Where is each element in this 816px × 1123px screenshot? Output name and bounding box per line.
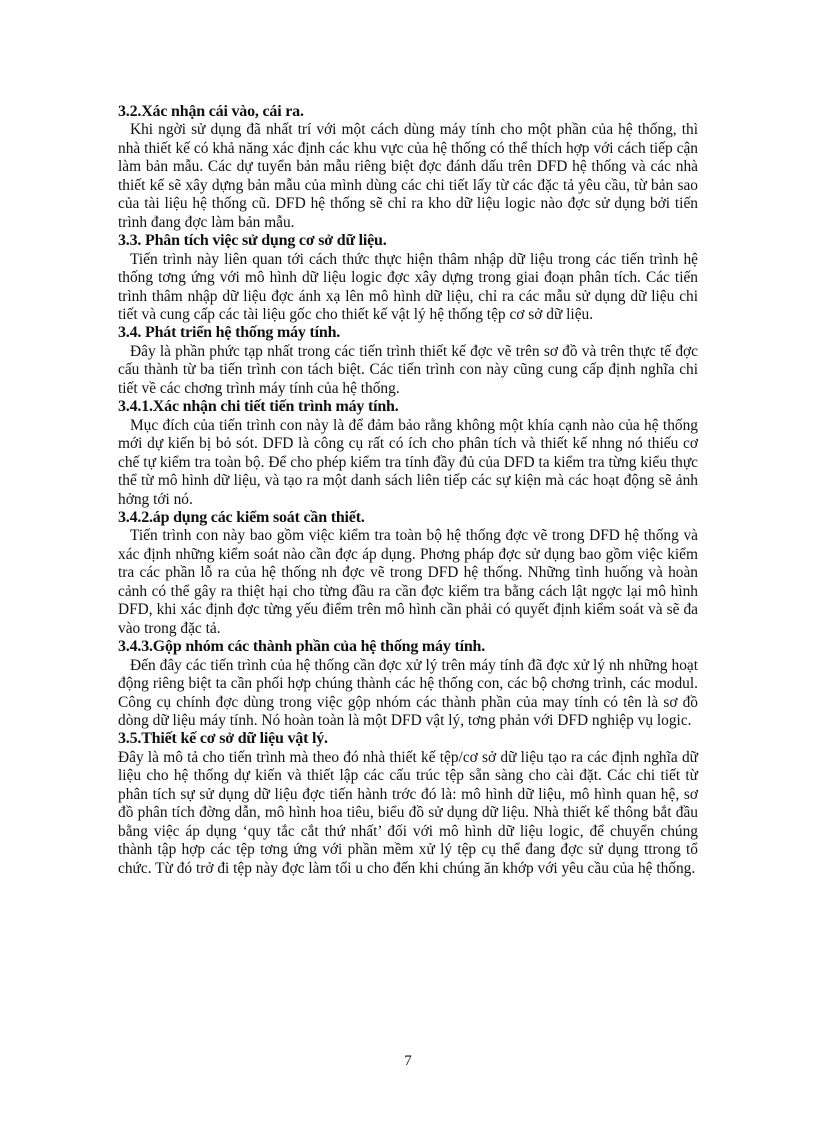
paragraph-3-3: Tiến trình này liên quan tới cách thức thực hiện thâm nhập dữ liệu trong các tiến trình hệ thống tơng ứng với mô hình dữ liệu logic đợc xây dựng trong giai đoạn phân tích. Các tiến trình thâm nhập dữ liệu đợc ánh xạ lên mô hình dữ liệu, chỉ ra các mẫu sử dụng dữ liệu chi tiết và cung cấp các tài liệu gốc cho thiết kế vật lý hệ thống tệp cơ sở dữ liệu. [118,250,698,323]
paragraph-3-4-2: Tiến trình con này bao gồm việc kiểm tra toàn bộ hệ thống đợc vẽ trong DFD hệ thống và xác định những kiểm soát nào cần đợc áp dụng. Phơng pháp đợc sử dụng bao gồm việc kiểm tra các phần lỗ ra của hệ thống nh đợc vẽ trong DFD hệ thống. Những tình huống và hoàn cảnh có thể gây ra thiệt hại cho từng đầu ra cần đợc kiểm tra bằng cách lật ngợc lại mô hình DFD, khi xác định đợc từng yếu điểm trên mô hình cần phải có quyết định kiểm soát và sẽ đa vào trong đặc tả. [118,527,698,637]
heading-3-2: 3.2.Xác nhận cái vào, cái ra. [118,103,304,120]
heading-3-5: 3.5.Thiết kế cơ sở dữ liệu vật lý. [118,730,328,748]
document-body [118,103,698,878]
paragraph-3-4: Đây là phần phức tạp nhất trong các tiến trình thiết kế đợc vẽ trên sơ đồ và trên thực tế đợc cấu thành từ ba tiến trình con tách biệt. Các tiến trình con này cũng cung cấp định nghĩa chi tiết về các chơng trình máy tính của hệ thống. [118,342,698,397]
page-number: 7 [404,1053,412,1069]
heading-3-4-2: 3.4.2.áp dụng các kiểm soát cần thiết. [118,508,365,526]
heading-3-4: 3.4. Phát triển hệ thống máy tính. [118,324,341,342]
paragraph-3-5: Đây là mô tả cho tiến trình mà theo đó nhà thiết kế tệp/cơ sở dữ liệu tạo ra các định nghĩa dữ liệu cho hệ thống dự kiến và thiết lập các cấu trúc tệp sẵn sàng cho cài đặt. Các chi tiết từ phân tích sự sử dụng dữ liệu đợc tiến hành trớc đó là: mô hình dữ liệu, mô hình quan hệ, sơ đồ phân tích đờng dẫn, mô hình hoa tiêu, biểu đồ sử dụng dữ liệu. Nhà thiết kế thông bắt đầu bằng việc áp dụng ‘quy tắc cắt thứ nhất’ đối với mô hình dữ liệu logic, để chuyển chúng thành tập hợp các tệp tơng ứng với phần mềm xử lý tệp cụ thể đang đợc sử dụng ttrong tổ chức. Từ đó trở đi tệp này đợc làm tối u cho đến khi chúng ăn khớp với yêu cầu của hệ thống. [118,748,698,877]
paragraph-3-2: Khi ngời sử dụng đã nhất trí với một cách dùng máy tính cho một phần của hệ thống, thì nhà thiết kế có khả năng xác định các khu vực của hệ thống có thể thích hợp với cách tiếp cận làm bản mẫu. Các dự tuyển bản mẫu riêng biệt đợc đánh dấu trên DFD hệ thống và các nhà thiết kế sẽ xây dựng bản mẫu của mình dùng các chi tiết lấy từ các đặc tả yêu cầu, từ bản sao của tài liệu hệ thống cũ. DFD hệ thống sẽ chỉ ra kho dữ liệu logic nào đợc sử dụng bởi tiến trình đang đợc làm bản mẫu. [118,121,698,231]
heading-3-4-3: 3.4.3.Gộp nhóm các thành phần của hệ thống máy tính. [118,638,486,656]
heading-3-3: 3.3. Phân tích việc sử dụng cơ sở dữ liệu. [118,232,387,250]
paragraph-3-4-3: Đến đây các tiến trình của hệ thống cần đợc xử lý trên máy tính đã đợc xử lý nh những hoạt động riêng biệt ta cần phối hợp chúng thành các hệ thống con, các bộ chơng trình, các modul. Công cụ chính đợc dùng trong việc gộp nhóm các thành phần của may tính có tên là sơ đồ dòng dữ liệu máy tính. Nó hoàn toàn là một DFD vật lý, tơng phản với DFD nghiệp vụ logic. [118,656,698,729]
paragraph-3-4-1: Mục đích của tiến trình con này là để đảm bảo rằng không một khía cạnh nào của hệ thống mới dự kiến bị bỏ sót. DFD là công cụ rất có ích cho phân tích và thiết kế nhng nó thiếu cơ chế tự kiểm tra toàn bộ. Để cho phép kiểm tra tính đầy đủ của DFD ta kiểm tra từng kiểu thực thể từ mô hình dữ liệu, và tạo ra một danh sách liên tiếp các sự kiện mà các hoạt động sẽ ảnh hởng tới nó. [118,416,698,508]
heading-3-4-1: 3.4.1.Xác nhận chi tiết tiến trình máy tính. [118,398,399,416]
